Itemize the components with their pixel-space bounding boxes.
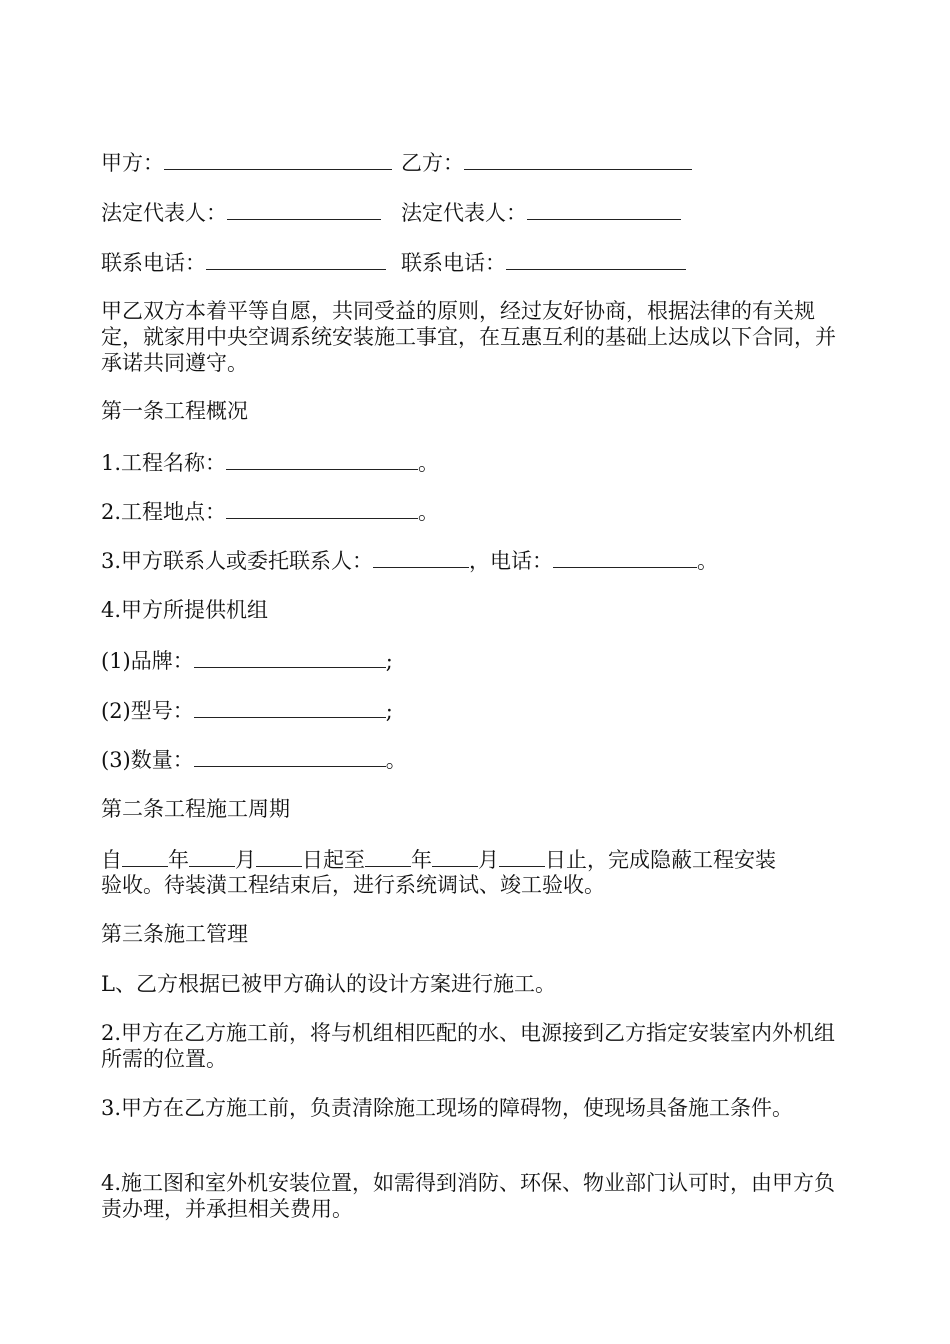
project-name-end: 。 xyxy=(418,451,440,475)
period-month: 月 xyxy=(235,848,256,872)
party-b-label: 乙方： xyxy=(401,151,464,175)
article2-title: 第二条工程施工周期 xyxy=(101,797,290,821)
project-location-blank[interactable] xyxy=(226,498,418,519)
article1-title: 第一条工程概况 xyxy=(101,399,248,423)
period-from: 自 xyxy=(101,848,122,872)
legal-rep-b-blank[interactable] xyxy=(527,199,681,220)
period-year2: 年 xyxy=(411,848,432,872)
units-heading: 4.甲方所提供机组 xyxy=(101,598,269,622)
period-day-start: 日起至 xyxy=(302,848,365,872)
model-label: (2)型号： xyxy=(101,699,194,723)
end-day-blank[interactable] xyxy=(499,846,545,867)
end-year-blank[interactable] xyxy=(365,846,411,867)
contact-phone-blank[interactable] xyxy=(553,547,697,568)
article3-item3: 3.甲方在乙方施工前，负责清除施工现场的障碍物，使现场具备施工条件。 xyxy=(101,1096,794,1120)
party-b-row xyxy=(401,149,701,176)
project-name-label: 1.工程名称： xyxy=(101,451,227,475)
article3-item4: 4.施工图和室外机安装位置，如需得到消防、环保、物业部门认可时，由甲方负责办理，并承担相关费用。 xyxy=(101,1171,836,1221)
start-year-blank[interactable] xyxy=(122,846,168,867)
legal-rep-a-blank[interactable] xyxy=(227,199,381,220)
project-location-label: 2.工程地点： xyxy=(101,500,227,524)
project-name-row xyxy=(101,449,853,476)
phone-a-blank[interactable] xyxy=(206,249,386,270)
contact-blank[interactable] xyxy=(373,547,469,568)
quantity-blank[interactable] xyxy=(194,746,386,767)
legal-rep-a-label: 法定代表人： xyxy=(101,201,227,225)
period-year: 年 xyxy=(168,848,189,872)
brand-label: (1)品牌： xyxy=(101,649,194,673)
model-end: ; xyxy=(385,699,393,723)
contact-phone-label: ，电话： xyxy=(469,549,554,573)
contact-row xyxy=(101,547,853,574)
project-name-blank[interactable] xyxy=(226,449,418,470)
start-month-blank[interactable] xyxy=(189,846,235,867)
quantity-label: (3)数量： xyxy=(101,748,194,772)
period-line2: 验收。待装潢工程结束后，进行系统调试、竣工验收。 xyxy=(101,873,605,897)
contact-label: 3.甲方联系人或委托联系人： xyxy=(101,549,374,573)
party-a-label: 甲方： xyxy=(101,151,164,175)
legal-rep-b-row xyxy=(401,199,701,226)
article3-item1: L、乙方根据已被甲方确认的设计方案进行施工。 xyxy=(101,972,556,996)
article3-title: 第三条施工管理 xyxy=(101,922,248,946)
phone-a-label: 联系电话： xyxy=(101,251,206,275)
brand-blank[interactable] xyxy=(194,647,386,668)
party-a-blank[interactable] xyxy=(164,149,392,170)
period-day-end: 日止，完成隐蔽工程安装 xyxy=(545,848,776,872)
model-row xyxy=(101,697,853,724)
period-month2: 月 xyxy=(478,848,499,872)
phone-b-row xyxy=(401,249,701,276)
project-location-end: 。 xyxy=(418,500,440,524)
project-location-row xyxy=(101,498,853,525)
intro-paragraph: 甲乙双方本着平等自愿，共同受益的原则，经过友好协商，根据法律的有关规定，就家用中央空调系统安装施工事宜，在互惠互利的基础上达成以下合同，并承诺共同遵守。 xyxy=(101,299,836,375)
quantity-row xyxy=(101,746,853,773)
article3-item2: 2.甲方在乙方施工前，将与机组相匹配的水、电源接到乙方指定安装室内外机组所需的位置。 xyxy=(101,1021,836,1071)
model-blank[interactable] xyxy=(194,697,386,718)
period-line1 xyxy=(101,846,853,873)
brand-row xyxy=(101,647,853,674)
party-b-blank[interactable] xyxy=(464,149,692,170)
end-month-blank[interactable] xyxy=(432,846,478,867)
legal-rep-b-label: 法定代表人： xyxy=(401,201,527,225)
brand-end: ; xyxy=(385,649,393,673)
quantity-end: 。 xyxy=(385,748,407,772)
contact-end: 。 xyxy=(697,549,719,573)
phone-b-blank[interactable] xyxy=(506,249,686,270)
phone-b-label: 联系电话： xyxy=(401,251,506,275)
start-day-blank[interactable] xyxy=(256,846,302,867)
